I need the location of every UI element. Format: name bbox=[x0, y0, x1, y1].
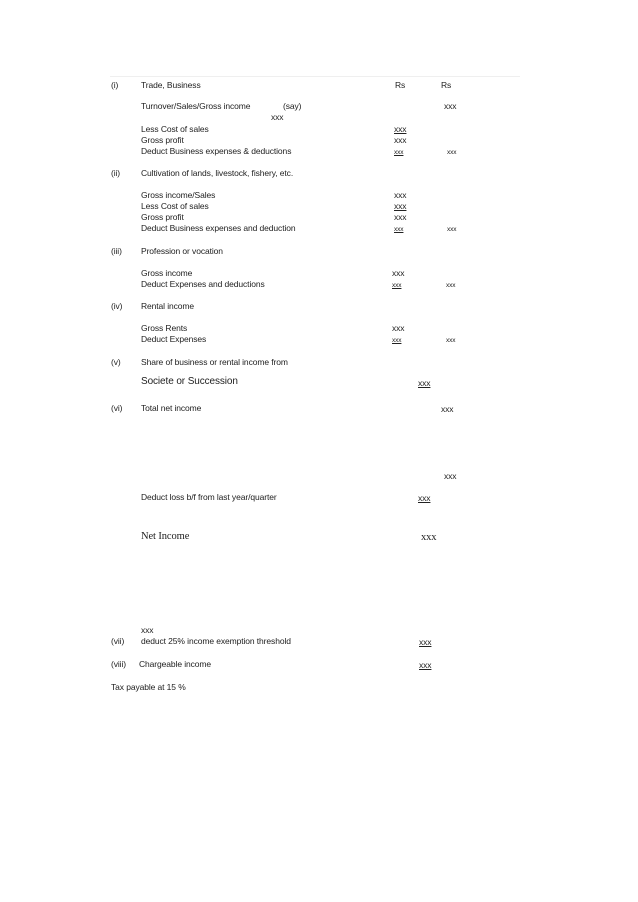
line-label: Gross profit bbox=[141, 212, 184, 222]
column-header-rs-2: Rs bbox=[441, 80, 452, 90]
amount: xxx bbox=[394, 124, 407, 134]
section-number: (v) bbox=[111, 357, 121, 367]
section-title: deduct 25% income exemption threshold bbox=[141, 636, 291, 646]
section-number: (ii) bbox=[111, 168, 121, 178]
amount: xxx bbox=[447, 149, 457, 156]
section-title: Share of business or rental income from bbox=[141, 357, 288, 367]
section-number: (iii) bbox=[111, 246, 122, 256]
line-label: Deduct Expenses and deductions bbox=[141, 279, 265, 289]
section-number: (viii) bbox=[111, 659, 126, 669]
amount: xxx bbox=[392, 268, 405, 278]
amount: xxx bbox=[447, 226, 457, 233]
line-label: Deduct Expenses bbox=[141, 334, 207, 344]
amount: xxx bbox=[394, 212, 407, 222]
amount: xxx bbox=[394, 190, 407, 200]
amount: xxx bbox=[271, 112, 284, 122]
amount: xxx bbox=[446, 282, 456, 289]
amount: xxx bbox=[392, 337, 402, 344]
section-title: Profession or vocation bbox=[141, 246, 223, 256]
line-label: Gross Rents bbox=[141, 323, 188, 333]
tax-payable-line: Tax payable at 15 % bbox=[111, 682, 186, 692]
line-label: Turnover/Sales/Gross income bbox=[141, 101, 251, 111]
top-divider bbox=[110, 76, 520, 77]
amount: xxx bbox=[419, 660, 432, 670]
section-number: (vi) bbox=[111, 403, 123, 413]
section-title: Trade, Business bbox=[141, 80, 201, 90]
amount: xxx bbox=[444, 101, 457, 111]
line-label: Societe or Succession bbox=[141, 376, 238, 387]
amount: xxx bbox=[418, 493, 431, 503]
section-title: Chargeable income bbox=[139, 659, 212, 669]
section-title: Rental income bbox=[141, 301, 195, 311]
amount: xxx bbox=[394, 226, 404, 233]
line-note: (say) bbox=[283, 101, 302, 111]
amount: xxx bbox=[421, 532, 437, 543]
section-number: (vii) bbox=[111, 636, 125, 646]
amount: xxx bbox=[441, 404, 454, 414]
line-label: Gross profit bbox=[141, 135, 184, 145]
amount: xxx bbox=[394, 149, 404, 156]
amount: xxx bbox=[394, 135, 407, 145]
section-title: Cultivation of lands, livestock, fishery, etc. bbox=[141, 168, 294, 178]
line-label: Deduct Business expenses and deduction bbox=[141, 223, 296, 233]
amount: xxx bbox=[392, 282, 402, 289]
column-header-rs-1: Rs bbox=[395, 80, 406, 90]
line-label: Deduct loss b/f from last year/quarter bbox=[141, 492, 277, 502]
amount: xxx bbox=[418, 378, 431, 388]
amount: xxx bbox=[419, 637, 432, 647]
line-label: Less Cost of sales bbox=[141, 201, 209, 211]
section-title: Total net income bbox=[141, 403, 202, 413]
line-label: Deduct Business expenses & deductions bbox=[141, 146, 292, 156]
section-number: (i) bbox=[111, 80, 119, 90]
amount: xxx bbox=[444, 471, 457, 481]
amount: xxx bbox=[141, 625, 154, 635]
line-label: Less Cost of sales bbox=[141, 124, 209, 134]
section-number: (iv) bbox=[111, 301, 123, 311]
net-income-label: Net Income bbox=[141, 531, 190, 542]
amount: xxx bbox=[394, 201, 407, 211]
line-label: Gross income/Sales bbox=[141, 190, 216, 200]
line-label: Gross income bbox=[141, 268, 193, 278]
amount: xxx bbox=[446, 337, 456, 344]
amount: xxx bbox=[392, 323, 405, 333]
